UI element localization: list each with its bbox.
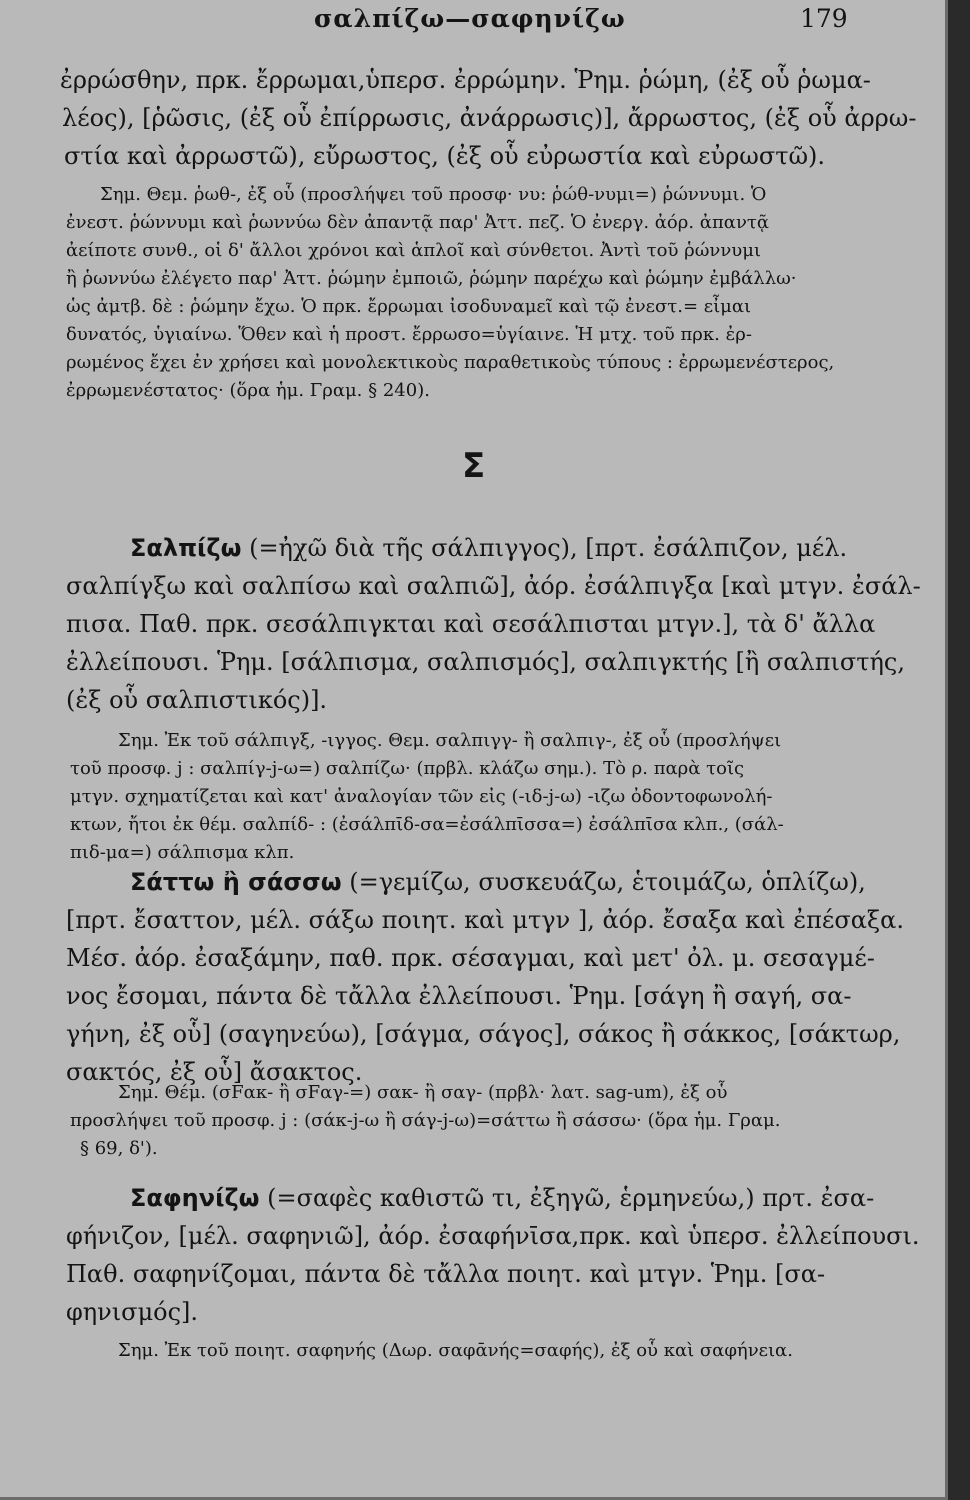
note-line: ἢ ῥωννύω ἐλέγετο παρ' Ἀττ. ῥώμην ἐμποιῶ, ῥώμην παρέχω καὶ ῥώμην ἐμβάλλω·: [66, 268, 797, 289]
note-line: μτγν. σχηματίζεται καὶ κατ' ἀναλογίαν τῶν εἰς (-ιδ-j-ω) -ιζω ὀδοντοφωνολή-: [70, 786, 773, 807]
text-line: Παθ. σαφηνίζομαι, πάντα δὲ τἄλλα ποιητ. καὶ μτγν. Ῥημ. [σα-: [66, 1260, 826, 1288]
note-line: δυνατός, ὑγιαίνω. Ὅθεν καὶ ἡ προστ. ἔρρωσο=ὑγίαινε. Ἡ μτχ. τοῦ πρκ. ἐρ-: [66, 324, 752, 345]
entry-text: (=σαφὲς καθιστῶ τι, ἐξηγῶ, ἑρμηνεύω,) πρτ. ἐσα-: [259, 1184, 875, 1212]
text-line: σακτός, ἐξ οὗ] ἄσακτος.: [66, 1058, 363, 1086]
text-line: (ἐξ οὗ σαλπιστικός)].: [66, 686, 328, 714]
note-line: ρωμένος ἔχει ἐν χρήσει καὶ μονολεκτικοὺς παραθετικοὺς τύπους : ἐρρωμενέστερος,: [66, 352, 835, 373]
note-line: προσλήψει τοῦ προσφ. j : (σάκ-j-ω ἢ σάγ-j-ω)=σάττω ἢ σάσσω· (ὅρα ἡμ. Γραμ.: [70, 1110, 781, 1131]
headword: Σάττω ἢ σάσσω: [130, 868, 342, 896]
headword: Σαφηνίζω: [130, 1184, 260, 1212]
note-line: ἐρρωμενέστατος· (ὅρα ἡμ. Γραμ. § 240).: [66, 380, 430, 401]
text-line: στία καὶ ἀρρωστῶ), εὔρωστος, (ἐξ οὗ εὐρωστία καὶ εὐρωστῶ).: [64, 142, 826, 170]
note-line: ἐνεστ. ῥώννυμι καὶ ῥωννύω δὲν ἀπαντᾷ παρ' Ἀττ. πεζ. Ὁ ἐνεργ. ἀόρ. ἀπαντᾷ: [66, 212, 769, 233]
text-line: Μέσ. ἀόρ. ἐσαξάμην, παθ. πρκ. σέσαγμαι, καὶ μετ' ὀλ. μ. σεσαγμέ-: [66, 944, 875, 972]
note-line: § 69, δ').: [80, 1138, 158, 1159]
note-line: Σημ. Θέμ. (σFακ- ἢ σFαγ-=) σακ- ἢ σαγ- (πρβλ· λατ. sag-um), ἐξ οὗ: [118, 1082, 728, 1103]
note-line: Σημ. Ἐκ τοῦ ποιητ. σαφηνής (Δωρ. σαφᾱνής=σαφής), ἐξ οὗ καὶ σαφήνεια.: [118, 1340, 793, 1361]
text-line: νος ἔσομαι, πάντα δὲ τἄλλα ἐλλείπουσι. Ῥημ. [σάγη ἢ σαγή, σα-: [66, 982, 852, 1010]
text-line: ἐλλείπουσι. Ῥημ. [σάλπισμα, σαλπισμός], σαλπιγκτής [ἢ σαλπιστής,: [66, 648, 905, 676]
section-letter: Σ: [462, 446, 486, 486]
note-line: πιδ-μα=) σάλπισμα κλπ.: [70, 842, 295, 863]
text-line: ἐρρώσθην, πρκ. ἔρρωμαι,ὑπερσ. ἐρρώμην. Ῥημ. ῥώμη, (ἐξ οὗ ῥωμα-: [60, 66, 871, 94]
headword: Σαλπίζω: [130, 534, 242, 562]
note-line: ὡς ἀμτβ. δὲ : ῥώμην ἔχω. Ὁ πρκ. ἔρρωμαι ἰσοδυναμεῖ καὶ τῷ ἐνεστ.= εἶμαι: [66, 296, 752, 317]
text-line: σαλπίγξω καὶ σαλπίσω καὶ σαλπιῶ], ἀόρ. ἐσάλπιγξα [καὶ μτγν. ἐσάλ-: [66, 572, 921, 600]
note-line: τοῦ προσφ. j : σαλπίγ-j-ω=) σαλπίζω· (πρβλ. κλάζω σημ.). Τὸ ρ. παρὰ τοῖς: [70, 758, 745, 779]
page-number: 179: [800, 4, 848, 33]
running-head: σαλπίζω—σαφηνίζω: [314, 4, 626, 33]
text-line: λέος), [ῥῶσις, (ἐξ οὗ ἐπίρρωσις, ἀνάρρωσις)], ἄρρωστος, (ἐξ οὗ ἀρρω-: [62, 104, 917, 132]
text-line: φηνισμός].: [66, 1298, 199, 1326]
entry-first-line: [130, 534, 847, 562]
text-line: [πρτ. ἔσαττον, μέλ. σάξω ποιητ. καὶ μτγν ], ἀόρ. ἔσαξα καὶ ἐπέσαξα.: [66, 906, 904, 934]
text-line: φήνιζον, [μέλ. σαφηνιῶ], ἀόρ. ἐσαφήνῑσα,πρκ. καὶ ὑπερσ. ἐλλείπουσι.: [66, 1222, 920, 1250]
entry-text: (=γεμίζω, συσκευάζω, ἑτοιμάζω, ὁπλίζω),: [341, 868, 866, 896]
entry-text: (=ἠχῶ διὰ τῆς σάλπιγγος), [πρτ. ἐσάλπιζον, μέλ.: [241, 534, 848, 562]
note-line: κτων, ἤτοι ἐκ θέμ. σαλπίδ- : (ἐσάλπῑδ-σα=ἐσάλπῑσσα=) ἐσάλπῑσα κλπ., (σάλ-: [70, 814, 784, 835]
text-line: γήνη, ἐξ οὗ] (σαγηνεύω), [σάγμα, σάγος], σάκος ἢ σάκκος, [σάκτωρ,: [66, 1020, 901, 1048]
entry-first-line: [130, 868, 866, 896]
text-line: πισα. Παθ. πρκ. σεσάλπιγκται καὶ σεσάλπισται μτγν.], τὰ δ' ἄλλα: [66, 610, 876, 638]
note-line: Σημ. Θεμ. ῥωθ-, ἐξ οὗ (προσλήψει τοῦ προσφ· νυ: ῥώθ-νυμι=) ῥώννυμι. Ὁ: [100, 184, 767, 205]
entry-first-line: [130, 1184, 874, 1212]
note-line: ἀείποτε συνθ., οἱ δ' ἄλλοι χρόνοι καὶ ἁπλοῖ καὶ σύνθετοι. Ἀντὶ τοῦ ῥώννυμι: [66, 240, 761, 261]
note-line: Σημ. Ἐκ τοῦ σάλπιγξ, -ιγγος. Θεμ. σαλπιγγ- ἢ σαλπιγ-, ἐξ οὗ (προσλήψει: [118, 730, 782, 751]
